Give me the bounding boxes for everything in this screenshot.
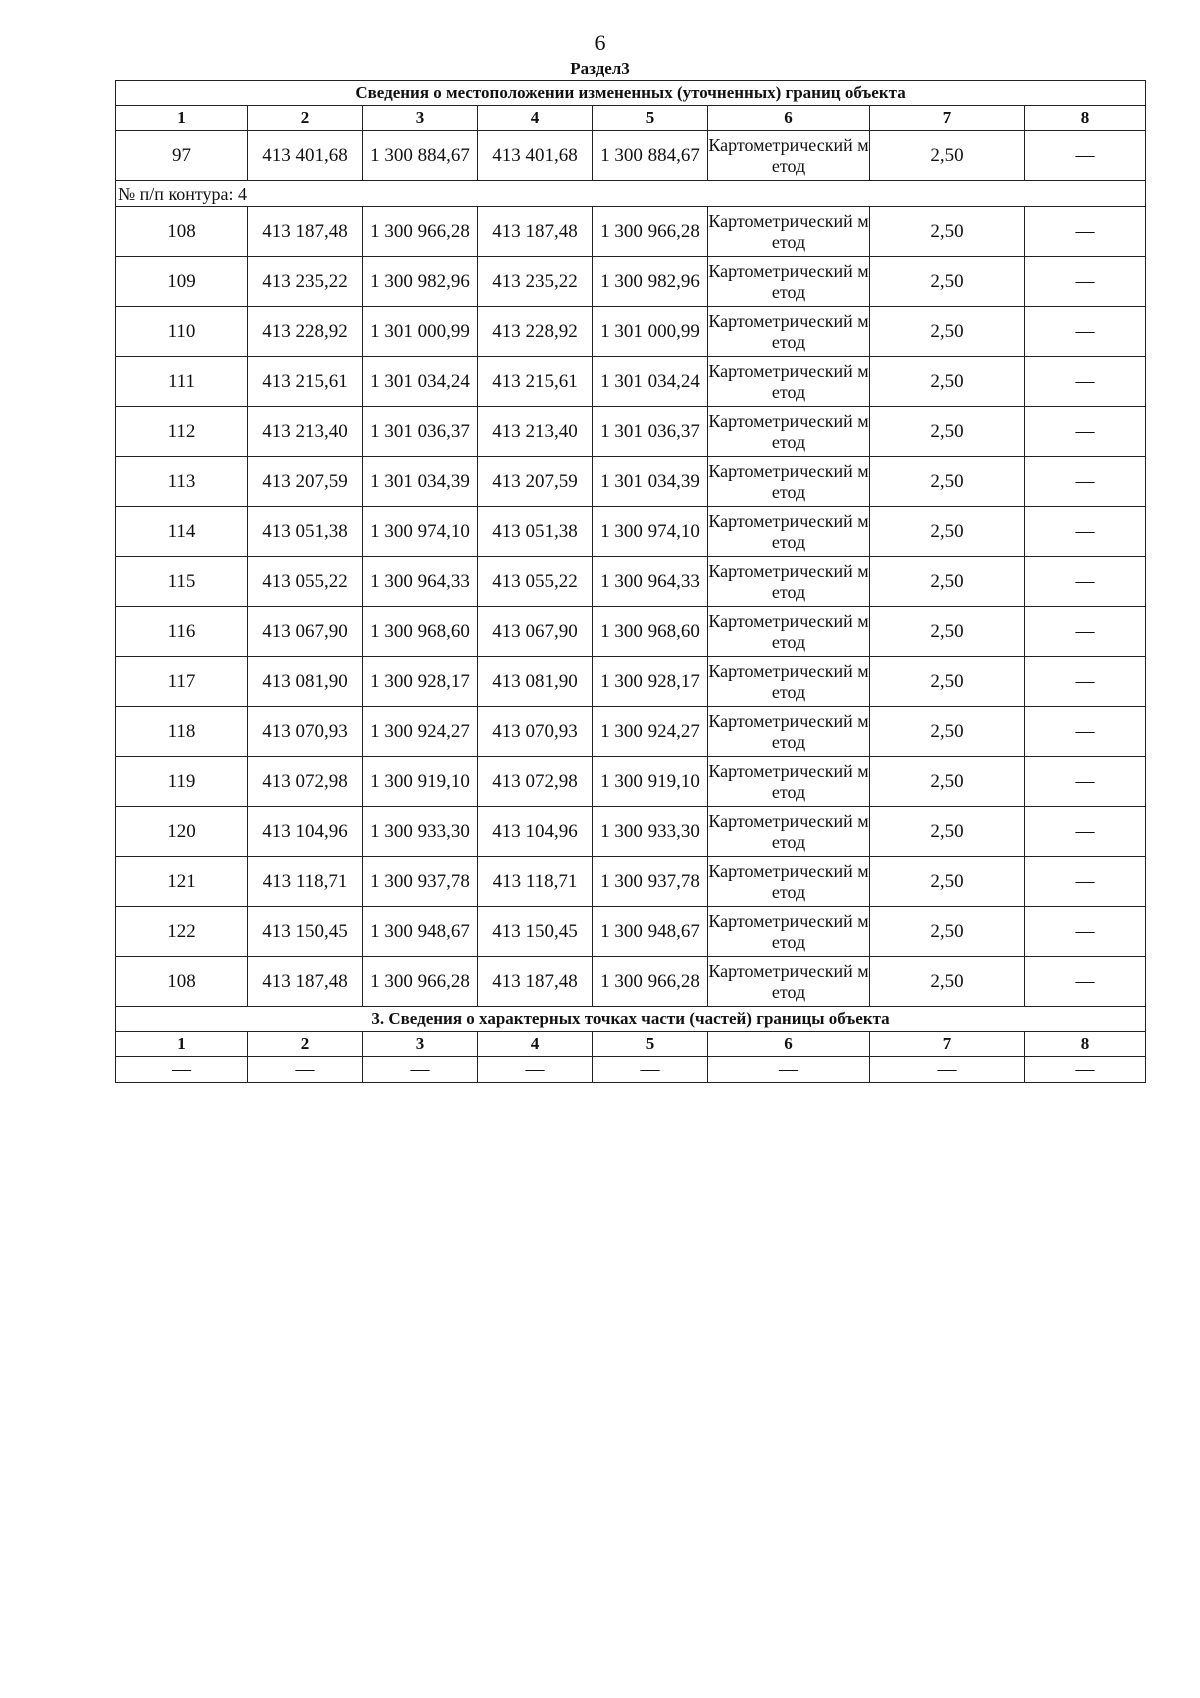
coord-x-new: 413 401,68 [478, 131, 593, 181]
coord-x-existing: 413 215,61 [248, 357, 363, 407]
coord-x-existing: 413 235,22 [248, 257, 363, 307]
column-header: 4 [478, 106, 593, 131]
method-cell: Картометрический метод [708, 807, 870, 857]
column-header: 2 [248, 106, 363, 131]
method-cell: Картометрический метод [708, 907, 870, 957]
coord-y-new: 1 300 948,67 [593, 907, 708, 957]
coord-x-new: 413 072,98 [478, 757, 593, 807]
description-cell: — [1025, 357, 1146, 407]
coord-x-existing: 413 055,22 [248, 557, 363, 607]
table-row [116, 557, 1146, 607]
description-cell: — [1025, 457, 1146, 507]
accuracy-cell: 2,50 [870, 707, 1025, 757]
point-number: 112 [116, 407, 248, 457]
method-cell: Картометрический метод [708, 857, 870, 907]
description-cell: — [1025, 657, 1146, 707]
description-cell: — [1025, 507, 1146, 557]
coord-x-new: 413 228,92 [478, 307, 593, 357]
point-number: 108 [116, 207, 248, 257]
table-row [116, 131, 1146, 181]
point-number: 120 [116, 807, 248, 857]
table-row [116, 257, 1146, 307]
table-title-row [116, 81, 1146, 106]
point-number: 121 [116, 857, 248, 907]
coord-y-new: 1 301 034,39 [593, 457, 708, 507]
description-cell: — [1025, 607, 1146, 657]
coord-x-existing: 413 072,98 [248, 757, 363, 807]
contour-row [116, 181, 1146, 207]
coord-y-existing: 1 301 034,39 [363, 457, 478, 507]
empty-cell: — [708, 1057, 870, 1083]
coord-x-new: 413 051,38 [478, 507, 593, 557]
coord-y-existing: 1 300 937,78 [363, 857, 478, 907]
point-number: 119 [116, 757, 248, 807]
coord-x-existing: 413 070,93 [248, 707, 363, 757]
coord-y-existing: 1 300 968,60 [363, 607, 478, 657]
column-number-row [116, 106, 1146, 131]
coord-x-existing: 413 150,45 [248, 907, 363, 957]
accuracy-cell: 2,50 [870, 131, 1025, 181]
coord-y-existing: 1 300 966,28 [363, 207, 478, 257]
accuracy-cell: 2,50 [870, 207, 1025, 257]
accuracy-cell: 2,50 [870, 457, 1025, 507]
table-row [116, 657, 1146, 707]
accuracy-cell: 2,50 [870, 557, 1025, 607]
point-number: 111 [116, 357, 248, 407]
accuracy-cell: 2,50 [870, 307, 1025, 357]
coord-x-new: 413 187,48 [478, 207, 593, 257]
coord-y-new: 1 300 964,33 [593, 557, 708, 607]
coord-x-new: 413 067,90 [478, 607, 593, 657]
column-header: 7 [870, 106, 1025, 131]
description-cell: — [1025, 857, 1146, 907]
coord-x-existing: 413 228,92 [248, 307, 363, 357]
description-cell: — [1025, 807, 1146, 857]
method-cell: Картометрический метод [708, 957, 870, 1007]
description-cell: — [1025, 407, 1146, 457]
coord-x-new: 413 070,93 [478, 707, 593, 757]
accuracy-cell: 2,50 [870, 407, 1025, 457]
method-cell: Картометрический метод [708, 707, 870, 757]
coord-y-existing: 1 300 982,96 [363, 257, 478, 307]
table-row [116, 457, 1146, 507]
coord-y-new: 1 301 036,37 [593, 407, 708, 457]
coord-x-existing: 413 118,71 [248, 857, 363, 907]
coord-x-new: 413 187,48 [478, 957, 593, 1007]
table-row [116, 357, 1146, 407]
section-3-title: 3. Сведения о характерных точках части (частей) границы объекта [116, 1007, 1146, 1032]
boundary-table [115, 80, 1146, 1083]
coord-x-new: 413 081,90 [478, 657, 593, 707]
coord-y-existing: 1 300 964,33 [363, 557, 478, 607]
coord-y-existing: 1 300 966,28 [363, 957, 478, 1007]
empty-cell: — [478, 1057, 593, 1083]
column-header: 1 [116, 1032, 248, 1057]
accuracy-cell: 2,50 [870, 907, 1025, 957]
accuracy-cell: 2,50 [870, 657, 1025, 707]
column-header: 8 [1025, 106, 1146, 131]
table-row [116, 507, 1146, 557]
description-cell: — [1025, 307, 1146, 357]
coord-x-existing: 413 187,48 [248, 207, 363, 257]
method-cell: Картометрический метод [708, 307, 870, 357]
column-header: 4 [478, 1032, 593, 1057]
coord-y-new: 1 301 034,24 [593, 357, 708, 407]
table-title: Сведения о местоположении измененных (уточненных) границ объекта [116, 81, 1146, 106]
description-cell: — [1025, 131, 1146, 181]
coord-x-new: 413 235,22 [478, 257, 593, 307]
coord-x-new: 413 055,22 [478, 557, 593, 607]
coord-y-new: 1 301 000,99 [593, 307, 708, 357]
coord-y-existing: 1 300 884,67 [363, 131, 478, 181]
coord-x-new: 413 207,59 [478, 457, 593, 507]
coord-x-existing: 413 081,90 [248, 657, 363, 707]
coord-x-existing: 413 401,68 [248, 131, 363, 181]
method-cell: Картометрический метод [708, 457, 870, 507]
method-cell: Картометрический метод [708, 357, 870, 407]
description-cell: — [1025, 907, 1146, 957]
description-cell: — [1025, 557, 1146, 607]
section-3-title-row [116, 1007, 1146, 1032]
coord-x-new: 413 213,40 [478, 407, 593, 457]
coord-x-existing: 413 067,90 [248, 607, 363, 657]
point-number: 114 [116, 507, 248, 557]
method-cell: Картометрический метод [708, 607, 870, 657]
accuracy-cell: 2,50 [870, 507, 1025, 557]
coord-x-existing: 413 104,96 [248, 807, 363, 857]
point-number: 122 [116, 907, 248, 957]
table-row [116, 707, 1146, 757]
method-cell: Картометрический метод [708, 257, 870, 307]
table-row [116, 907, 1146, 957]
empty-cell: — [1025, 1057, 1146, 1083]
coord-y-existing: 1 300 933,30 [363, 807, 478, 857]
section-3-column-number-row [116, 1032, 1146, 1057]
coord-y-existing: 1 300 948,67 [363, 907, 478, 957]
method-cell: Картометрический метод [708, 657, 870, 707]
table-row [116, 757, 1146, 807]
accuracy-cell: 2,50 [870, 857, 1025, 907]
table-row [116, 207, 1146, 257]
coord-y-existing: 1 301 000,99 [363, 307, 478, 357]
accuracy-cell: 2,50 [870, 257, 1025, 307]
table-row [116, 807, 1146, 857]
method-cell: Картометрический метод [708, 131, 870, 181]
coord-y-existing: 1 301 036,37 [363, 407, 478, 457]
accuracy-cell: 2,50 [870, 957, 1025, 1007]
coord-x-existing: 413 207,59 [248, 457, 363, 507]
accuracy-cell: 2,50 [870, 757, 1025, 807]
contour-label: № п/п контура: 4 [116, 181, 1146, 207]
column-header: 8 [1025, 1032, 1146, 1057]
accuracy-cell: 2,50 [870, 607, 1025, 657]
empty-cell: — [363, 1057, 478, 1083]
section-3-empty-row [116, 1057, 1146, 1083]
coord-y-existing: 1 300 928,17 [363, 657, 478, 707]
column-header: 6 [708, 1032, 870, 1057]
coord-y-new: 1 300 966,28 [593, 207, 708, 257]
section-label: Раздел3 [570, 59, 630, 78]
coord-y-new: 1 300 924,27 [593, 707, 708, 757]
table-row [116, 307, 1146, 357]
coord-x-existing: 413 187,48 [248, 957, 363, 1007]
point-number: 116 [116, 607, 248, 657]
coord-x-existing: 413 051,38 [248, 507, 363, 557]
empty-cell: — [593, 1057, 708, 1083]
method-cell: Картометрический метод [708, 507, 870, 557]
empty-cell: — [248, 1057, 363, 1083]
point-number: 117 [116, 657, 248, 707]
coord-y-new: 1 300 974,10 [593, 507, 708, 557]
coord-x-new: 413 150,45 [478, 907, 593, 957]
empty-cell: — [870, 1057, 1025, 1083]
method-cell: Картометрический метод [708, 557, 870, 607]
coord-y-new: 1 300 928,17 [593, 657, 708, 707]
page-number: 6 [594, 30, 606, 55]
coord-y-new: 1 300 966,28 [593, 957, 708, 1007]
coord-x-existing: 413 213,40 [248, 407, 363, 457]
point-number: 108 [116, 957, 248, 1007]
column-header: 5 [593, 1032, 708, 1057]
coord-y-new: 1 300 968,60 [593, 607, 708, 657]
coord-x-new: 413 215,61 [478, 357, 593, 407]
table-row [116, 607, 1146, 657]
table-row [116, 407, 1146, 457]
column-header: 1 [116, 106, 248, 131]
method-cell: Картометрический метод [708, 207, 870, 257]
point-number: 109 [116, 257, 248, 307]
column-header: 3 [363, 1032, 478, 1057]
point-number: 110 [116, 307, 248, 357]
coord-x-new: 413 104,96 [478, 807, 593, 857]
point-number: 113 [116, 457, 248, 507]
point-number: 97 [116, 131, 248, 181]
coord-y-existing: 1 300 919,10 [363, 757, 478, 807]
coord-y-new: 1 300 919,10 [593, 757, 708, 807]
column-header: 6 [708, 106, 870, 131]
empty-cell: — [116, 1057, 248, 1083]
coord-y-new: 1 300 884,67 [593, 131, 708, 181]
method-cell: Картометрический метод [708, 407, 870, 457]
coord-y-existing: 1 300 974,10 [363, 507, 478, 557]
description-cell: — [1025, 757, 1146, 807]
table-row [116, 957, 1146, 1007]
coord-y-existing: 1 300 924,27 [363, 707, 478, 757]
coord-y-new: 1 300 933,30 [593, 807, 708, 857]
method-cell: Картометрический метод [708, 757, 870, 807]
column-header: 5 [593, 106, 708, 131]
description-cell: — [1025, 707, 1146, 757]
accuracy-cell: 2,50 [870, 807, 1025, 857]
coord-y-new: 1 300 937,78 [593, 857, 708, 907]
coord-y-existing: 1 301 034,24 [363, 357, 478, 407]
description-cell: — [1025, 207, 1146, 257]
accuracy-cell: 2,50 [870, 357, 1025, 407]
table-row [116, 857, 1146, 907]
description-cell: — [1025, 257, 1146, 307]
point-number: 115 [116, 557, 248, 607]
description-cell: — [1025, 957, 1146, 1007]
column-header: 2 [248, 1032, 363, 1057]
point-number: 118 [116, 707, 248, 757]
column-header: 7 [870, 1032, 1025, 1057]
column-header: 3 [363, 106, 478, 131]
coord-y-new: 1 300 982,96 [593, 257, 708, 307]
coord-x-new: 413 118,71 [478, 857, 593, 907]
